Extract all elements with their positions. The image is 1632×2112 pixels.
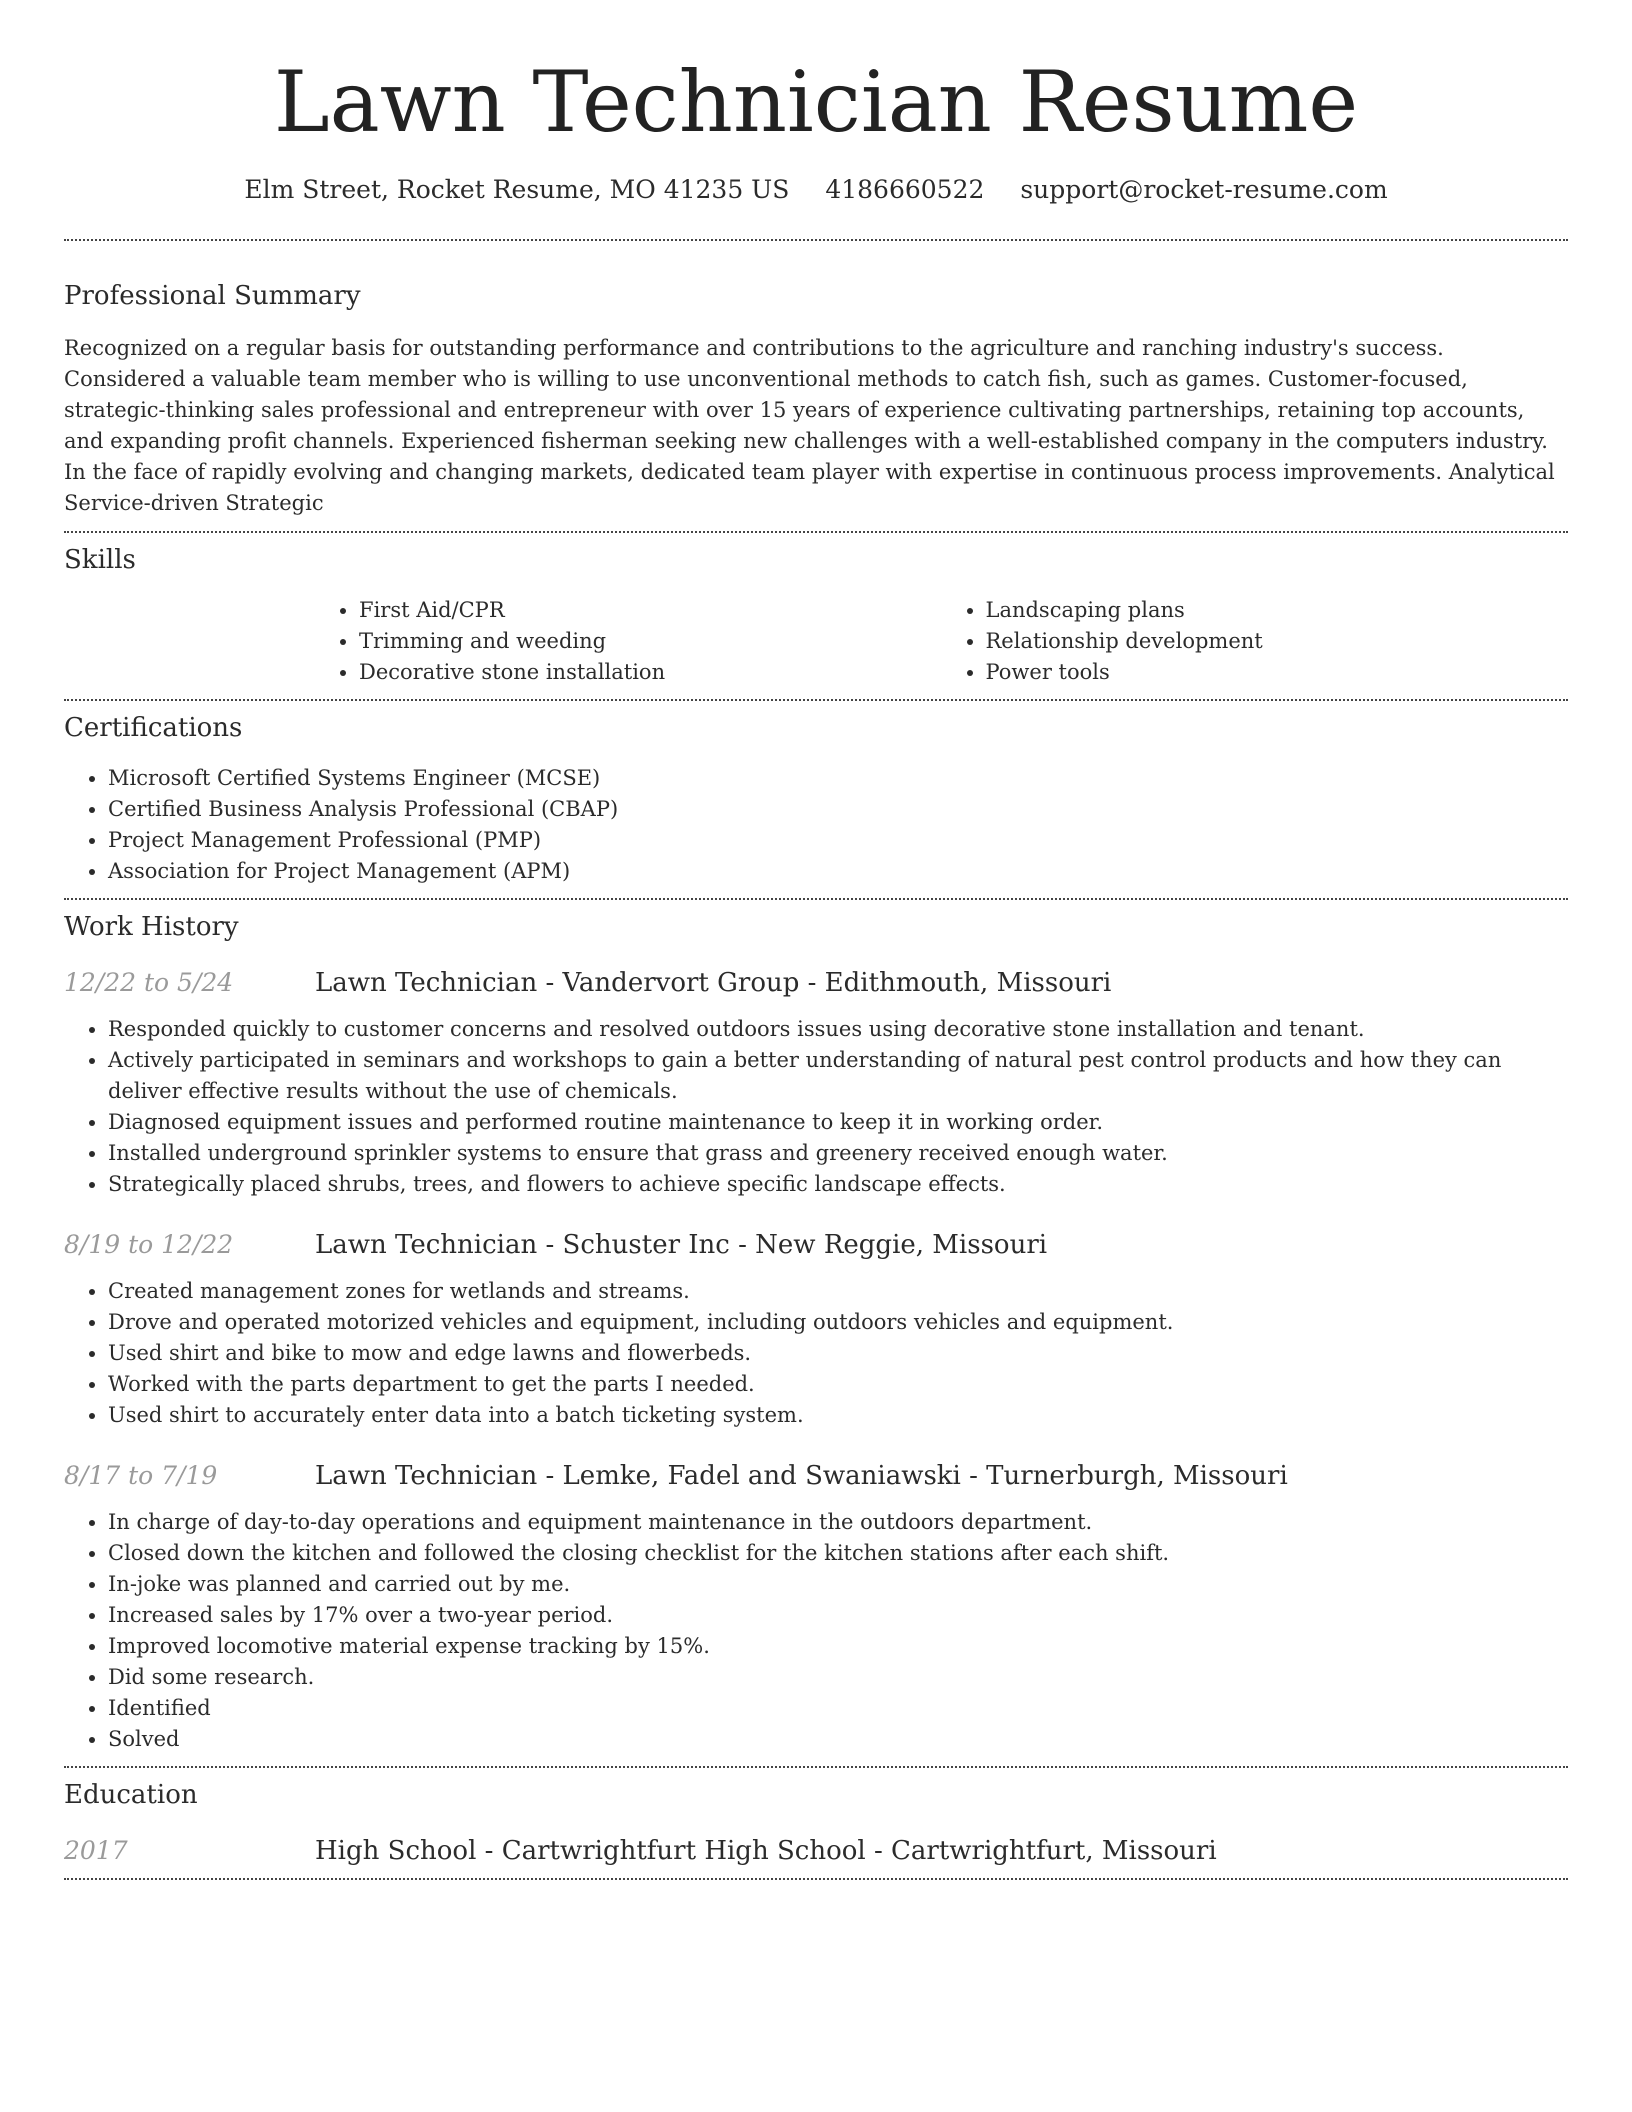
list-item: • Identified (108, 1693, 1568, 1724)
skills-list-right (942, 595, 1569, 688)
list-item: • Project Management Professional (PMP) (108, 825, 1568, 856)
job-title: Lawn Technician - Schuster Inc - New Reggie, Missouri (315, 1230, 1048, 1260)
job-header (64, 1228, 1568, 1262)
list-item: • Certified Business Analysis Professional (CBAP) (108, 794, 1568, 825)
job-dates: 8/19 to 12/22 (64, 1230, 234, 1259)
contact-line (64, 172, 1568, 208)
list-item: • Diagnosed equipment issues and performed routine maintenance to keep it in working order. (108, 1107, 1568, 1138)
work-history-section (64, 910, 1568, 1755)
education-section (64, 1778, 1568, 1868)
divider (64, 1878, 1568, 1880)
list-item: • Closed down the kitchen and followed the closing checklist for the kitchen stations after each shift. (108, 1538, 1568, 1569)
list-item: • Trimming and weeding (359, 626, 942, 657)
education-date: 2017 (64, 1836, 128, 1865)
summary-section (64, 279, 1568, 519)
contact-address: Elm Street, Rocket Resume, MO 41235 US (244, 175, 790, 204)
section-title-skills: Skills (64, 545, 136, 575)
skills-section (64, 543, 1568, 688)
job-header (64, 966, 1568, 1000)
list-item: • Created management zones for wetlands and streams. (108, 1276, 1568, 1307)
list-item: • Relationship development (986, 626, 1569, 657)
list-item: • Landscaping plans (986, 595, 1569, 626)
skills-list-left (315, 595, 942, 688)
list-item: • Power tools (986, 657, 1569, 688)
list-item: • Actively participated in seminars and workshops to gain a better understanding of natural pest control products and how they can deliver effective results without the use of chemicals. (108, 1045, 1568, 1107)
job-title: Lawn Technician - Lemke, Fadel and Swaniawski - Turnerburgh, Missouri (315, 1461, 1288, 1491)
job-dates: 8/17 to 7/19 (64, 1461, 218, 1490)
list-item: • Improved locomotive material expense tracking by 15%. (108, 1631, 1568, 1662)
list-item: • Microsoft Certified Systems Engineer (MCSE) (108, 763, 1568, 794)
divider (64, 699, 1568, 701)
divider (64, 239, 1568, 241)
education-title: High School - Cartwrightfurt High School - Cartwrightfurt, Missouri (315, 1836, 1217, 1866)
skills-grid (315, 595, 1568, 688)
section-title-certifications: Certifications (64, 713, 243, 743)
divider (64, 1766, 1568, 1768)
list-item: • Solved (108, 1724, 1568, 1755)
contact-email: support@rocket-resume.com (1020, 175, 1388, 204)
job-entry (64, 966, 1568, 1200)
job-title: Lawn Technician - Vandervort Group - Edithmouth, Missouri (315, 968, 1112, 998)
summary-text: Recognized on a regular basis for outstanding performance and contributions to the agriculture and ranching industry's success. Considered a valuable team member who is willing to use unconventional methods to catch fish, such as games. Customer-focused, strategic-thinking sales professional and entrepreneur with over 15 years of experience cultivating partnerships, retaining top accounts, and expanding profit channels. Experienced fisherman seeking new challenges with a well-established company in the computers industry. In the face of rapidly evolving and changing markets, dedicated team player with expertise in continuous process improvements. Analytical Service-driven Strategic (64, 336, 1555, 515)
list-item: • Decorative stone installation (359, 657, 942, 688)
divider (64, 531, 1568, 533)
list-item: • In charge of day-to-day operations and equipment maintenance in the outdoors department. (108, 1507, 1568, 1538)
job-header (64, 1459, 1568, 1493)
job-dates: 12/22 to 5/24 (64, 968, 234, 997)
certifications-section (64, 711, 1568, 887)
section-title-work: Work History (64, 912, 239, 942)
list-item: • Installed underground sprinkler systems to ensure that grass and greenery received enough water. (108, 1138, 1568, 1169)
resume-title: Lawn Technician Resume (273, 53, 1359, 151)
section-title-education: Education (64, 1780, 198, 1810)
section-title-summary: Professional Summary (64, 281, 361, 311)
list-item: • Strategically placed shrubs, trees, and flowers to achieve specific landscape effects. (108, 1169, 1568, 1200)
list-item: • Association for Project Management (APM) (108, 856, 1568, 887)
job-bullets (64, 1276, 1568, 1431)
job-bullets (64, 1507, 1568, 1755)
contact-phone: 4186660522 (825, 175, 985, 204)
job-entry (64, 1228, 1568, 1431)
list-item: • Used shirt to accurately enter data into a batch ticketing system. (108, 1400, 1568, 1431)
certifications-list (64, 763, 1568, 887)
list-item: • Worked with the parts department to get the parts I needed. (108, 1369, 1568, 1400)
list-item: • In-joke was planned and carried out by me. (108, 1569, 1568, 1600)
divider (64, 898, 1568, 900)
job-entry (64, 1459, 1568, 1755)
list-item: • Increased sales by 17% over a two-year period. (108, 1600, 1568, 1631)
list-item: • First Aid/CPR (359, 595, 942, 626)
education-entry (64, 1834, 1568, 1868)
list-item: • Used shirt and bike to mow and edge lawns and flowerbeds. (108, 1338, 1568, 1369)
list-item: • Did some research. (108, 1662, 1568, 1693)
list-item: • Responded quickly to customer concerns and resolved outdoors issues using decorative stone installation and tenant. (108, 1014, 1568, 1045)
list-item: • Drove and operated motorized vehicles and equipment, including outdoors vehicles and equipment. (108, 1307, 1568, 1338)
job-bullets (64, 1014, 1568, 1200)
